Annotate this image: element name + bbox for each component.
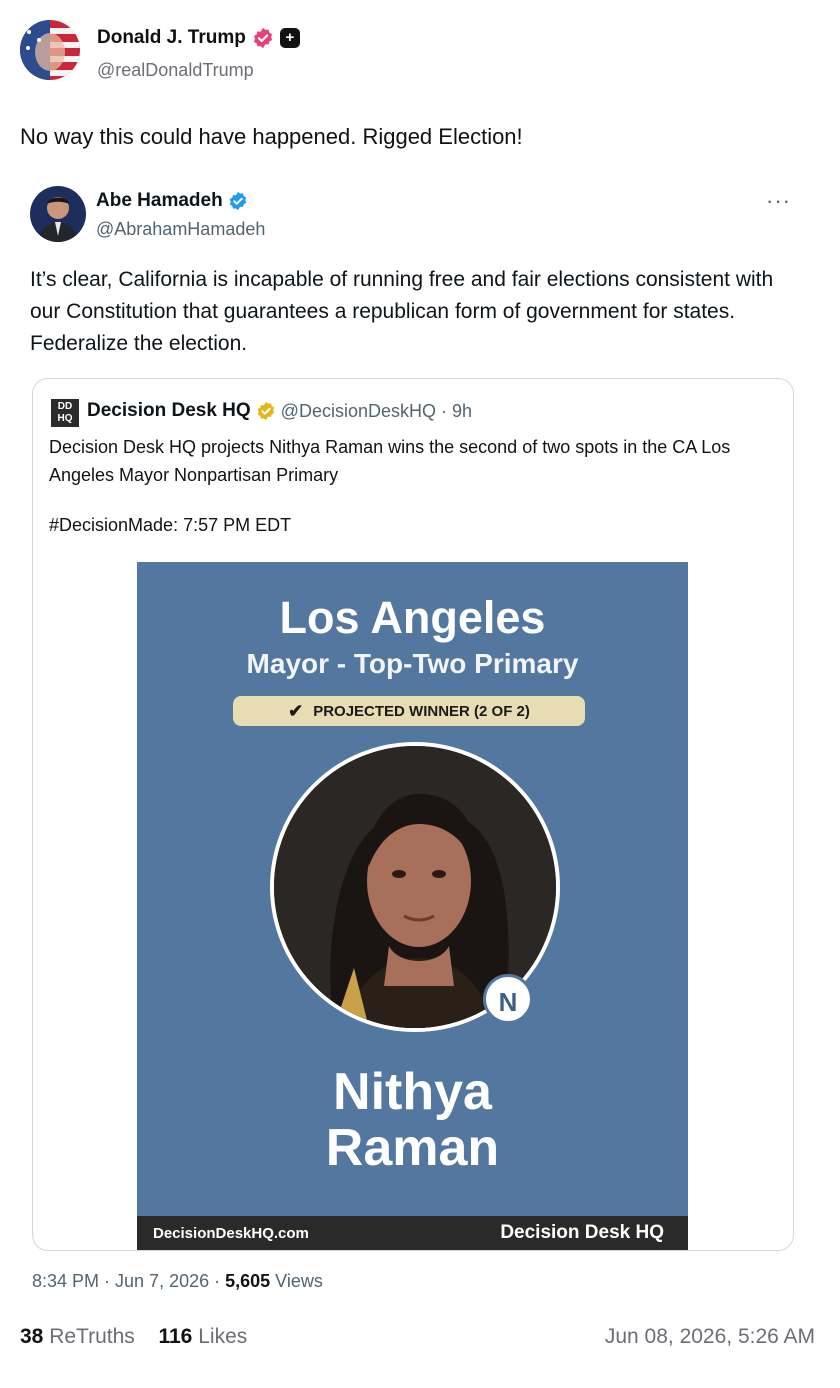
post-stats xyxy=(20,1325,820,1355)
embedded-avatar[interactable] xyxy=(30,186,86,242)
avatar[interactable] xyxy=(20,20,80,80)
views-count: 5,605 xyxy=(225,1271,271,1291)
post-timestamp[interactable]: Jun 08, 2026, 5:26 AM xyxy=(604,1325,815,1348)
graphic-title: Los Angeles xyxy=(279,592,546,643)
post-text: No way this could have happened. Rigged Election! xyxy=(20,124,523,149)
graphic-subtitle: Mayor - Top-Two Primary xyxy=(246,648,579,679)
embedded-author-handle[interactable]: @AbrahamHamadeh xyxy=(96,219,266,239)
quoted-post-text: Decision Desk HQ projects Nithya Raman wins the second of two spots in the CA Los Angeles Mayor Nonpartisan Primary xyxy=(49,437,731,485)
projected-winner-label: PROJECTED WINNER (2 OF 2) xyxy=(313,702,530,720)
ddhq-logo-icon xyxy=(51,399,79,427)
party-badge: N xyxy=(483,974,533,1024)
logo-text-top: DD xyxy=(57,401,73,412)
embedded-post-meta xyxy=(32,1271,323,1292)
verified-badge-icon xyxy=(252,27,274,49)
result-graphic[interactable] xyxy=(137,562,688,1251)
post-header xyxy=(20,20,820,82)
retruths-label[interactable]: ReTruths xyxy=(49,1325,135,1348)
graphic-footer xyxy=(137,1216,688,1251)
likes-count[interactable]: 116 xyxy=(158,1325,193,1348)
verified-gold-badge-icon xyxy=(256,401,276,421)
footer-url: DecisionDeskHQ.com xyxy=(153,1225,309,1242)
likes-label[interactable]: Likes xyxy=(198,1325,248,1348)
candidate-first-name: Nithya xyxy=(333,1063,492,1121)
views-label: Views xyxy=(270,1271,323,1291)
embedded-post-text: It’s clear, California is incapable of running free and fair elections consistent with our Constitution that guarantees a republican form of government for states. Federalize the election. xyxy=(30,268,774,355)
more-options-icon[interactable]: ··· xyxy=(766,188,791,213)
retruths-count[interactable]: 38 xyxy=(20,1325,44,1348)
quoted-post[interactable] xyxy=(32,378,794,1251)
quoted-author-handle[interactable]: @DecisionDeskHQ · 9h xyxy=(280,400,473,421)
quoted-author-name[interactable]: Decision Desk HQ xyxy=(87,400,251,421)
embedded-post[interactable] xyxy=(0,168,812,1291)
projected-winner-pill xyxy=(233,696,585,726)
candidate-name xyxy=(137,1064,688,1176)
candidate-last-name: Raman xyxy=(325,1119,500,1177)
author-name[interactable]: Donald J. Trump xyxy=(97,27,246,48)
check-icon: ✔ xyxy=(288,700,304,721)
plus-badge-icon: + xyxy=(280,28,300,48)
embedded-author-name[interactable]: Abe Hamadeh xyxy=(96,190,223,211)
footer-brand: Decision Desk HQ xyxy=(500,1222,664,1243)
quoted-post-tagline: #DecisionMade: 7:57 PM EDT xyxy=(49,515,292,535)
logo-text-bottom: HQ xyxy=(57,413,73,424)
embedded-post-time: 8:34 PM · Jun 7, 2026 · xyxy=(32,1271,226,1291)
verified-badge-icon xyxy=(228,191,248,211)
author-handle[interactable]: @realDonaldTrump xyxy=(97,60,254,80)
